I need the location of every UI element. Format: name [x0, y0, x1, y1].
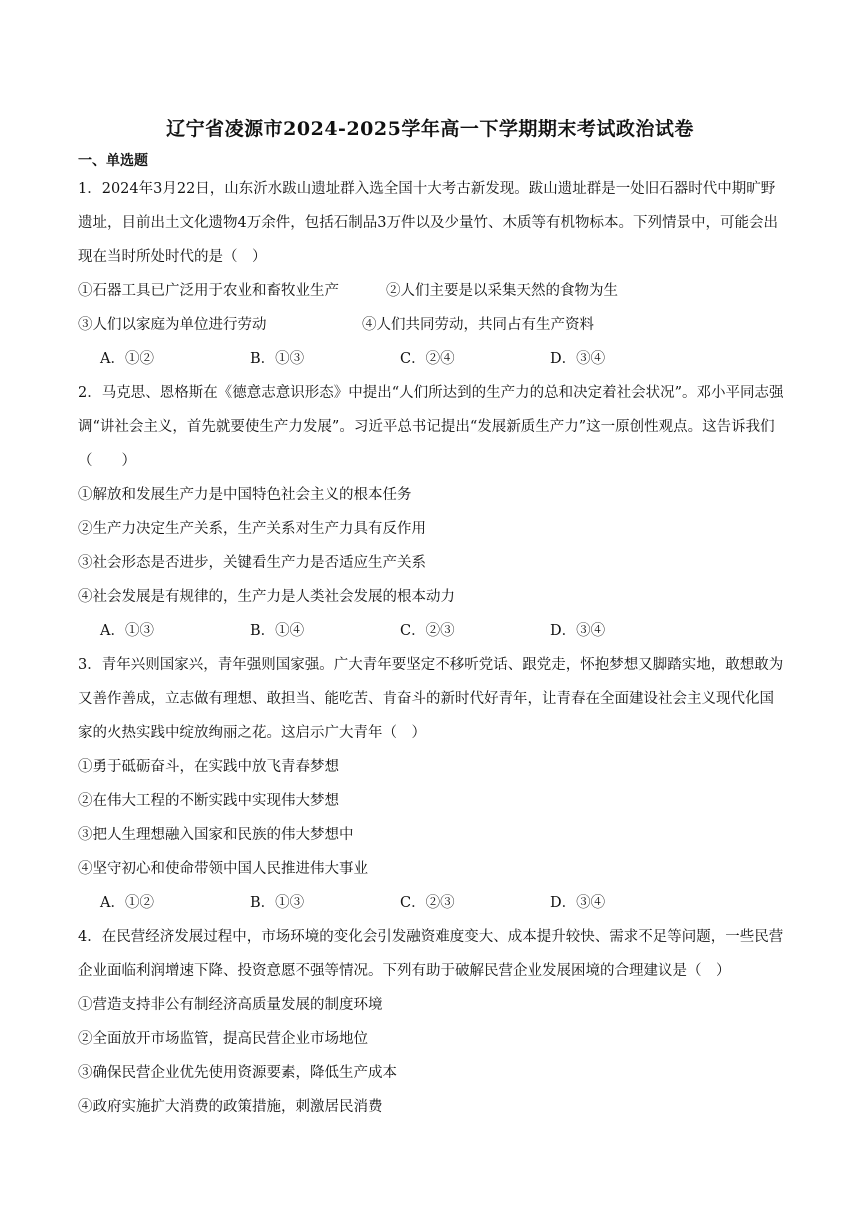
question-stem: 1．2024年3月22日，山东沂水跋山遗址群入选全国十大考古新发现。跋山遗址群是一处旧石器时代中期旷野遗址，目前出土文化遗物4万余件，包括石制品3万件以及少量竹、木质等有机物标本。下列情景中，可能会出现在当时所处时代的是（ ） [78, 181, 778, 265]
statement: ④人们共同劳动，共同占有生产资料 [362, 317, 594, 333]
statement: ③把人生理想融入国家和民族的伟大梦想中 [78, 827, 354, 843]
statement: ④坚守初心和使命带领中国人民推进伟大事业 [78, 861, 368, 877]
option-a[interactable]: A．①② [100, 351, 154, 367]
option-d[interactable]: D．③④ [550, 351, 606, 367]
answer-options [78, 342, 784, 376]
section-heading: 一、单选题 [78, 153, 148, 169]
option-c[interactable]: C．②③ [400, 623, 455, 639]
answer-options [78, 614, 784, 648]
statement-row [78, 274, 784, 308]
option-b[interactable]: B．①④ [250, 623, 305, 639]
option-d[interactable]: D．③④ [550, 623, 606, 639]
page-title: 辽宁省凌源市2024-2025学年高一下学期期末考试政治试卷 [166, 118, 694, 140]
statement: ①勇于砥砺奋斗，在实践中放飞青春梦想 [78, 759, 339, 775]
statement: ④社会发展是有规律的，生产力是人类社会发展的根本动力 [78, 589, 455, 605]
statement: ②全面放开市场监管，提高民营企业市场地位 [78, 1031, 368, 1047]
statement: ④政府实施扩大消费的政策措施，刺激居民消费 [78, 1099, 383, 1115]
option-b[interactable]: B．①③ [250, 351, 305, 367]
statement: ②生产力决定生产关系，生产关系对生产力具有反作用 [78, 521, 426, 537]
statement: ①解放和发展生产力是中国特色社会主义的根本任务 [78, 487, 412, 503]
statement: ③确保民营企业优先使用资源要素，降低生产成本 [78, 1065, 397, 1081]
statement: ③人们以家庭为单位进行劳动 [78, 317, 267, 333]
option-c[interactable]: C．②④ [400, 351, 455, 367]
question-stem: 2．马克思、恩格斯在《德意志意识形态》中提出“人们所达到的生产力的总和决定着社会状况”。邓小平同志强调“讲社会主义，首先就要使生产力发展”。习近平总书记提出“发展新质生产力”这一原创性观点。这告诉我们（ ） [78, 385, 784, 469]
option-a[interactable]: A．①③ [100, 623, 154, 639]
question-3 [78, 648, 784, 920]
statement: ①营造支持非公有制经济高质量发展的制度环境 [78, 997, 383, 1013]
question-stem: 3．青年兴则国家兴，青年强则国家强。广大青年要坚定不移听党话、跟党走，怀抱梦想又脚踏实地，敢想敢为又善作善成，立志做有理想、敢担当、能吃苦、肯奋斗的新时代好青年，让青春在全面建设社会主义现代化国家的火热实践中绽放绚丽之花。这启示广大青年（ ） [78, 657, 784, 741]
statement: ③社会形态是否进步，关键看生产力是否适应生产关系 [78, 555, 426, 571]
question-4 [78, 920, 784, 1124]
statement: ①石器工具已广泛用于农业和畜牧业生产 [78, 283, 339, 299]
question-2 [78, 376, 784, 648]
question-1 [78, 172, 784, 376]
statement: ②人们主要是以采集天然的食物为生 [386, 283, 618, 299]
question-stem: 4．在民营经济发展过程中，市场环境的变化会引发融资难度变大、成本提升较快、需求不足等问题，一些民营企业面临利润增速下降、投资意愿不强等情况。下列有助于破解民营企业发展困境的合理建议是（ ） [78, 929, 784, 979]
option-a[interactable]: A．①② [100, 895, 154, 911]
option-d[interactable]: D．③④ [550, 895, 606, 911]
option-b[interactable]: B．①③ [250, 895, 305, 911]
statement: ②在伟大工程的不断实践中实现伟大梦想 [78, 793, 339, 809]
statement-row [78, 308, 784, 342]
answer-options [78, 886, 784, 920]
option-c[interactable]: C．②③ [400, 895, 455, 911]
question-list [78, 172, 784, 1124]
